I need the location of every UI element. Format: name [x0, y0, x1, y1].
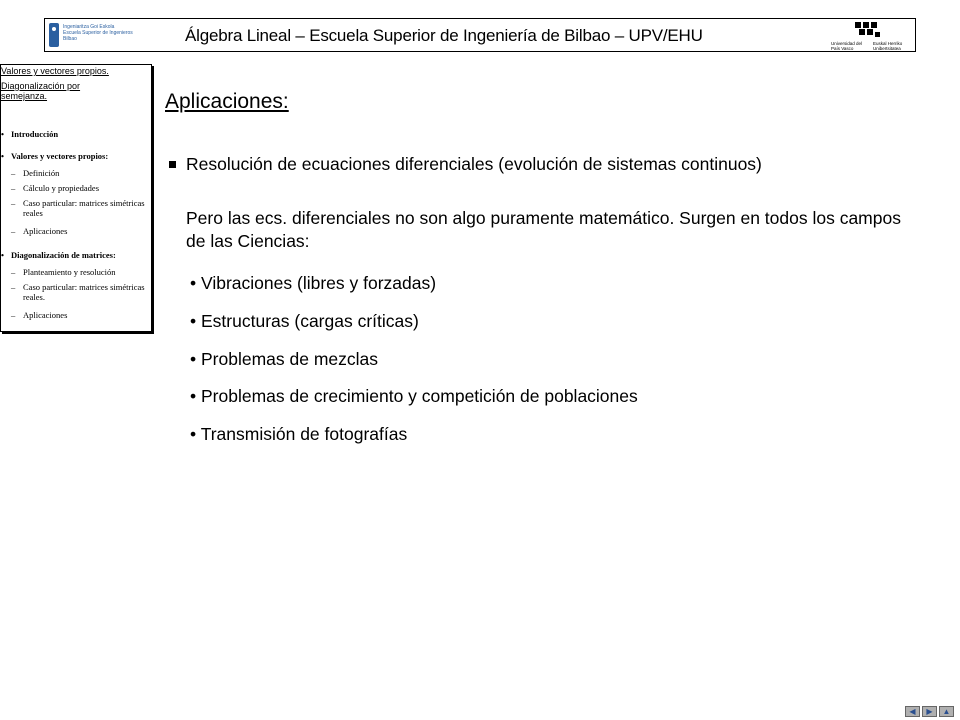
sidebar-item-caso-particular-2[interactable]: – Caso particular: matrices simétricas reales.: [11, 282, 145, 302]
main-point: Resolución de ecuaciones diferenciales (evolución de sistemas continuos): [186, 154, 762, 174]
bullet-list: [190, 273, 638, 462]
paragraph: Pero las ecs. diferenciales no son algo puramente matemático. Surgen en todos los campos de las Ciencias:: [186, 208, 901, 251]
header-bar: [44, 18, 916, 52]
sidebar-item-calculo[interactable]: – Cálculo y propiedades: [11, 183, 100, 193]
header-title: Álgebra Lineal – Escuela Superior de Ingeniería de Bilbao – UPV/EHU: [185, 26, 703, 45]
sidebar-item-aplicaciones-2[interactable]: – Aplicaciones: [11, 310, 68, 320]
slide-title: Aplicaciones:: [165, 90, 289, 113]
school-logo-line: Bilbao: [63, 36, 77, 42]
sidebar-item-definicion[interactable]: – Definición: [11, 168, 60, 178]
list-item: • Problemas de crecimiento y competición de poblaciones: [190, 386, 638, 424]
list-item: • Transmisión de fotografías: [190, 424, 638, 462]
arrow-left-icon[interactable]: ◀: [905, 706, 920, 717]
sidebar-item-caso-particular[interactable]: – Caso particular: matrices simétricas reales: [11, 198, 145, 218]
school-logo: [47, 21, 143, 49]
sidebar-subtitle[interactable]: Diagonalización por semejanza.: [1, 81, 81, 101]
home-icon[interactable]: ▲: [939, 706, 954, 717]
sidebar-section-diagonalizacion[interactable]: • Diagonalización de matrices:: [4, 250, 116, 260]
list-item: • Vibraciones (libres y forzadas): [190, 273, 638, 311]
square-bullet-icon: [169, 161, 176, 168]
list-item: • Problemas de mezclas: [190, 349, 638, 387]
arrow-right-icon[interactable]: ▶: [922, 706, 937, 717]
sidebar-section-introduccion[interactable]: • Introducción: [4, 129, 58, 139]
list-item: • Estructuras (cargas críticas): [190, 311, 638, 349]
university-emblem-icon: [853, 20, 883, 40]
sidebar-item-aplicaciones[interactable]: – Aplicaciones: [11, 226, 68, 236]
school-logo-line: Escuela Superior de Ingenieros: [63, 30, 133, 36]
school-logo-mark: [49, 23, 59, 47]
university-logo-caption: Euskal Herriko Unibertsitatea: [873, 41, 903, 51]
sidebar-item-planteamiento[interactable]: – Planteamiento y resolución: [11, 267, 116, 277]
university-logo-caption: Universidad del País Vasco: [831, 41, 863, 51]
university-logo: [831, 20, 911, 51]
sidebar-outline: [0, 64, 152, 332]
sidebar-title[interactable]: Valores y vectores propios.: [1, 66, 109, 76]
school-logo-line: Ingeniaritza Goi Eskola: [63, 24, 115, 30]
slide-navigation: [905, 706, 954, 717]
sidebar-section-valores[interactable]: • Valores y vectores propios:: [4, 151, 108, 161]
